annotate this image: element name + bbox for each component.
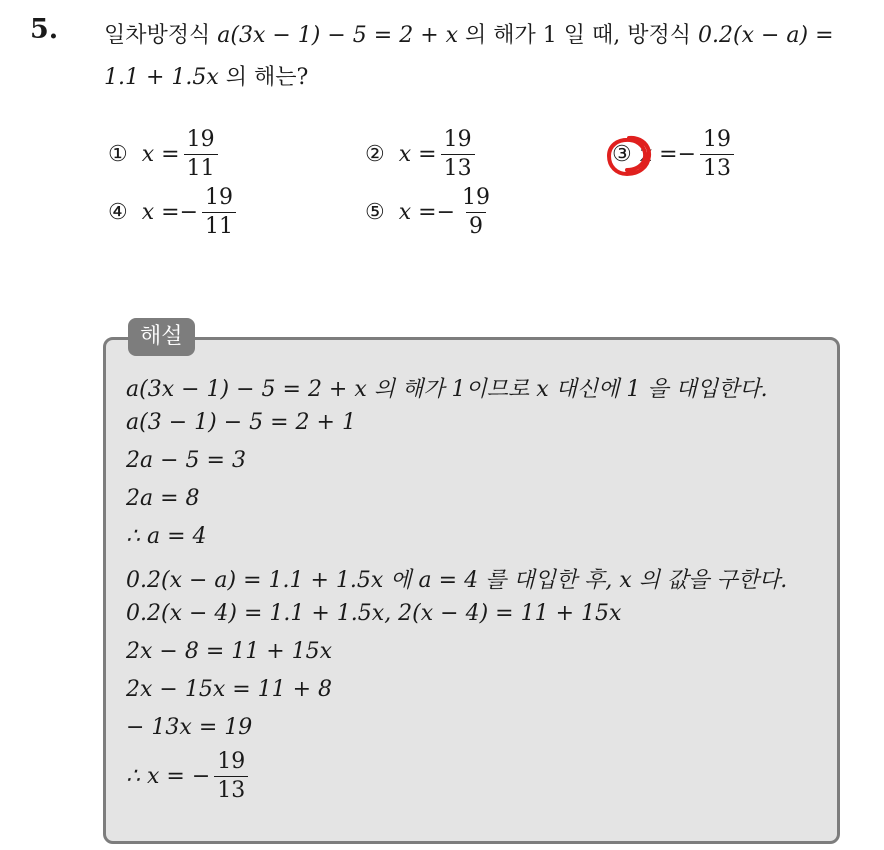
numerator: 19: [186, 127, 215, 152]
denominator: 13: [700, 154, 734, 181]
choice-prefix: x =: [141, 200, 180, 226]
question-number: 5.: [30, 14, 59, 45]
choice-fraction: [202, 186, 236, 239]
choice-fraction: [184, 128, 218, 181]
solution-line-8: 2x − 8 = 11 + 15x: [126, 639, 333, 664]
choice-sign: −: [179, 200, 199, 226]
solution-label: 해설: [128, 318, 195, 356]
numerator: 19: [703, 127, 732, 152]
choice-prefix: x =: [639, 142, 678, 168]
choice-fraction: [700, 128, 734, 181]
choice-5[interactable]: [365, 186, 493, 239]
choice-number: ③: [612, 142, 632, 168]
question-line-1: [104, 18, 834, 49]
numerator: 19: [443, 127, 472, 152]
question-equation: a(3x − 1) − 5 = 2 + x: [217, 23, 459, 48]
choice-sign: −: [436, 200, 456, 226]
question-equation: 1.1 + 1.5x: [104, 65, 219, 90]
choice-3[interactable]: [612, 128, 734, 181]
choice-number: ①: [108, 142, 128, 168]
solution-line-7: 0.2(x − 4) = 1.1 + 1.5x, 2(x − 4) = 11 + 15x: [126, 601, 622, 626]
red-circle-mark-icon: [605, 134, 653, 178]
solution-line-9: 2x − 15x = 11 + 8: [126, 677, 333, 702]
choice-prefix: x =: [398, 200, 437, 226]
numerator: 19: [462, 185, 491, 210]
choice-2[interactable]: [365, 128, 475, 181]
choice-prefix: x =: [141, 142, 180, 168]
question-text: 의 해가 1 일 때, 방정식: [458, 23, 698, 48]
question-text: 일차방정식: [104, 23, 218, 48]
question-text: 의 해는?: [218, 65, 309, 90]
solution-line-5: ∴ a = 4: [126, 524, 207, 549]
choice-number: ④: [108, 200, 128, 226]
denominator: 13: [441, 154, 475, 181]
choice-prefix: x =: [398, 142, 437, 168]
denominator: 9: [466, 212, 486, 239]
solution-line-4: 2a = 8: [126, 486, 200, 511]
denominator: 11: [184, 154, 218, 181]
denominator: 13: [214, 776, 248, 803]
choice-fraction: [441, 128, 475, 181]
numerator: 19: [205, 185, 234, 210]
solution-line-6: 0.2(x − a) = 1.1 + 1.5x 에 a = 4 를 대입한 후, x 의 값을 구한다.: [126, 568, 788, 593]
question-line-2: [104, 60, 308, 91]
final-fraction: [214, 750, 248, 803]
choice-number: ②: [365, 142, 385, 168]
solution-line-3: 2a − 5 = 3: [126, 448, 246, 473]
solution-line-10: − 13x = 19: [126, 715, 253, 740]
choice-1[interactable]: [108, 128, 218, 181]
choice-number: ⑤: [365, 200, 385, 226]
choice-number-marked: [612, 142, 632, 167]
denominator: 11: [202, 212, 236, 239]
choice-sign: −: [677, 142, 697, 168]
choice-4[interactable]: [108, 186, 236, 239]
final-prefix: ∴ x = −: [126, 764, 211, 790]
solution-line-2: a(3 − 1) − 5 = 2 + 1: [126, 410, 356, 435]
question-equation: 0.2(x − a) =: [698, 23, 834, 48]
choice-fraction: [459, 186, 493, 239]
solution-final: [126, 750, 248, 803]
numerator: 19: [217, 749, 246, 774]
solution-line-1: a(3x − 1) − 5 = 2 + x 의 해가 1이므로 x 대신에 1 을 대입한다.: [126, 377, 768, 402]
